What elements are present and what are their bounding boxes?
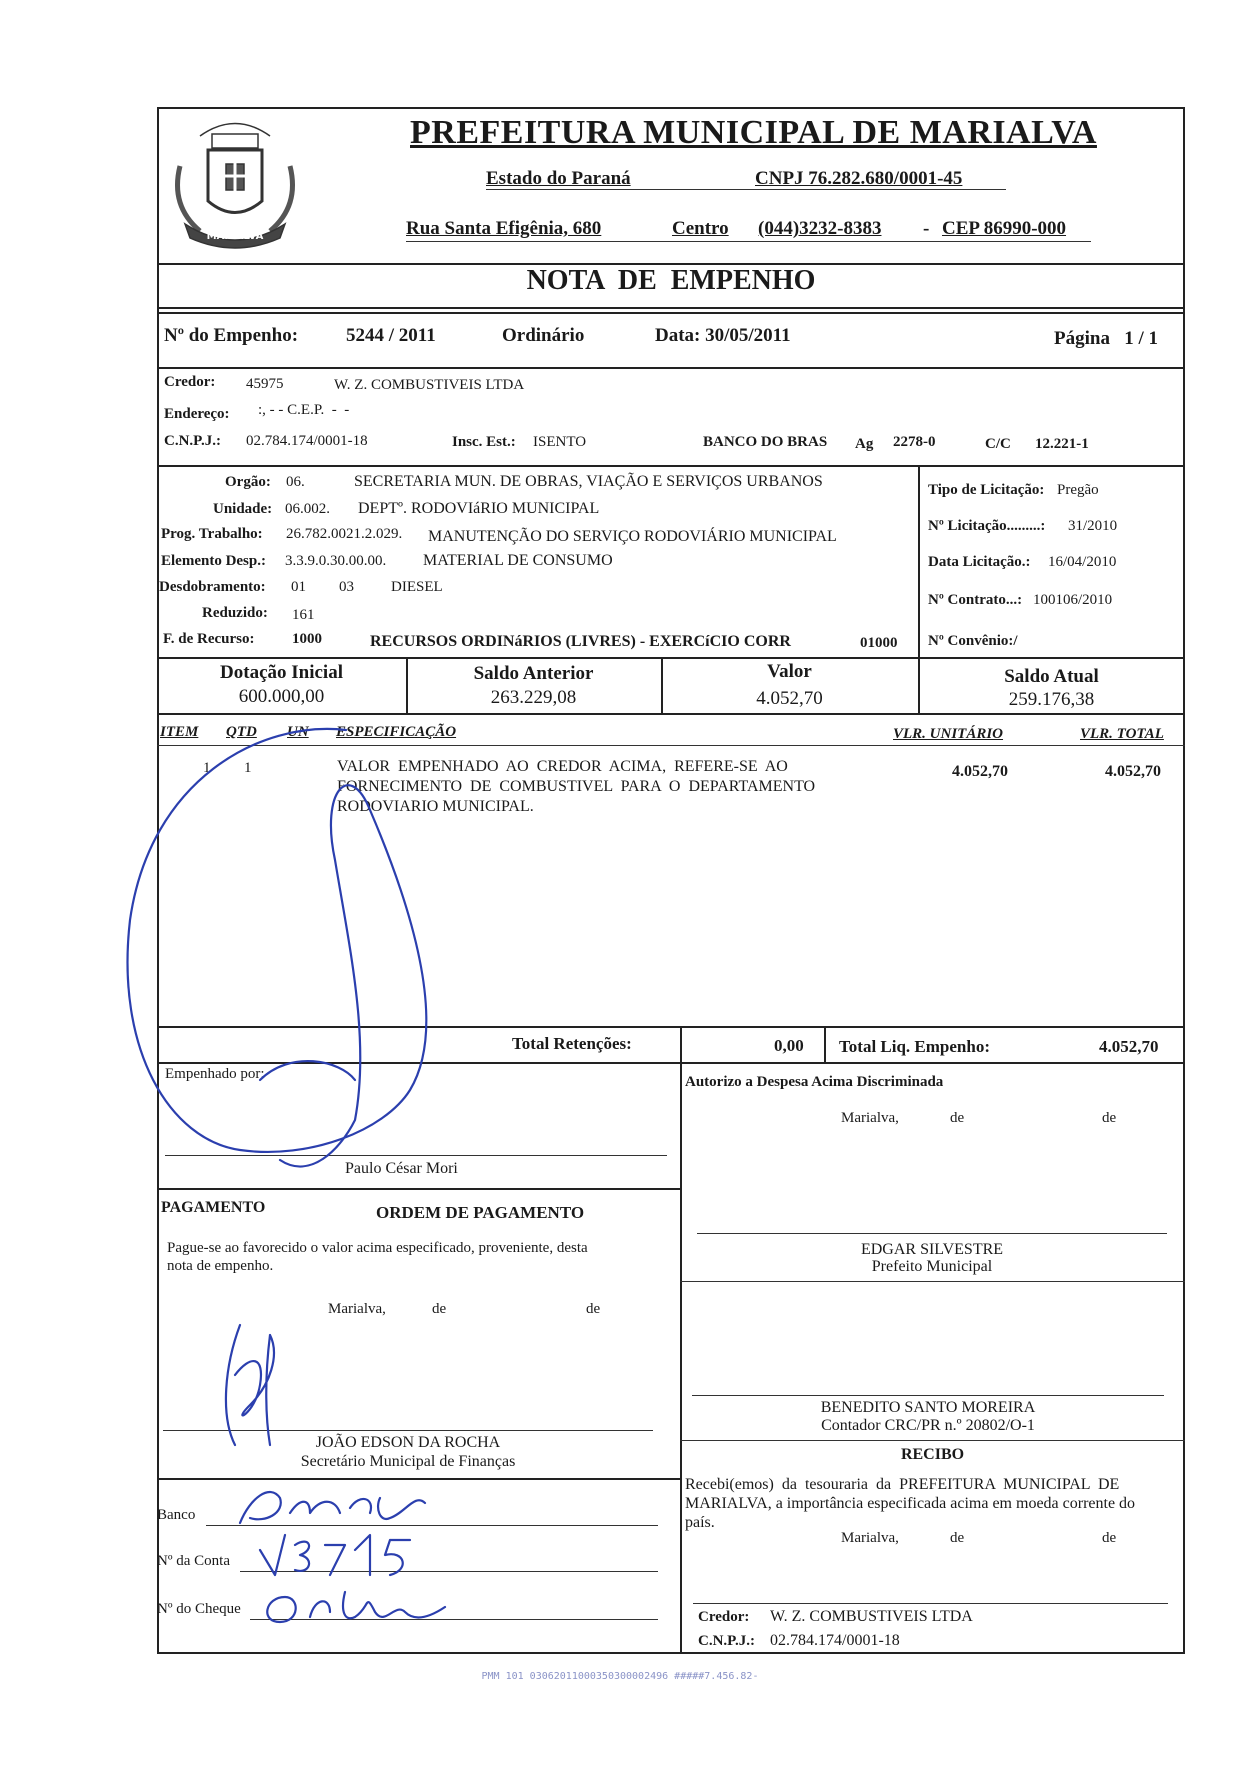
cnpj-value: 02.784.174/0001-18 [246, 433, 368, 449]
empenhado-label: Empenhado por: [165, 1066, 265, 1082]
saldo-atual-label: Saldo Atual [1004, 666, 1099, 687]
prefeito-role: Prefeito Municipal [871, 1258, 993, 1275]
licitacao-type-label: Tipo de Licitação: [928, 482, 1045, 498]
empenhado-name: Paulo César Mori [345, 1160, 458, 1177]
reduzido-value: 161 [292, 607, 315, 623]
row-item: 1 [203, 760, 211, 776]
ordem-text-1: Pague-se ao favorecido o valor acima especificado, proveniente, desta [167, 1240, 588, 1256]
district: Centro [672, 218, 729, 239]
document-title: NOTA DE EMPENHO [526, 265, 816, 296]
state-label: Estado do Paraná [486, 168, 631, 189]
col-item-header: ITEM [160, 724, 199, 740]
licitacao-date-value: 16/04/2010 [1048, 554, 1117, 570]
pagamento-label: PAGAMENTO [161, 1199, 266, 1216]
title-divider [157, 307, 1185, 309]
prog-name: MANUTENÇÃO DO SERVIÇO RODOVIÁRIO MUNICIPAL [428, 528, 837, 545]
recibo-text-1: Recebi(emos) da tesouraria da PREFEITURA MUNICIPAL DE [685, 1476, 1120, 1493]
col-total-header: VLR. TOTAL [1080, 726, 1164, 742]
elemento-name: MATERIAL DE CONSUMO [423, 552, 613, 569]
saldo-anterior-value: 263.229,08 [490, 687, 577, 708]
unidade-name: DEPTº. RODOVIáRIO MUNICIPAL [358, 500, 600, 517]
agency-value: 2278-0 [893, 434, 936, 450]
liquido-value: 4.052,70 [1099, 1037, 1159, 1056]
dotacao-value: 600.000,00 [238, 686, 325, 707]
prefeito-line [697, 1233, 1167, 1234]
row-spec-line-2: FORNECIMENTO DE COMBUSTIVEL PARA O DEPARTAMENTO [337, 778, 816, 795]
desdobramento-name: DIESEL [391, 579, 443, 595]
autorizo-city: Marialva, [841, 1110, 899, 1126]
orgao-name: SECRETARIA MUN. DE OBRAS, VIAÇÃO E SERVIÇOS URBANOS [354, 473, 823, 490]
desdobramento-label: Desdobramento: [159, 579, 266, 595]
fonte-code: 1000 [292, 631, 322, 647]
handwritten-account-entry [255, 1530, 425, 1580]
bank-name: BANCO DO BRAS [703, 434, 828, 450]
row-spec-line-3: RODOVIARIO MUNICIPAL. [337, 798, 534, 815]
col-qtd-header: QTD [226, 724, 257, 740]
handwritten-signature-empenho [110, 720, 460, 1190]
phone: (044)3232-8383 [758, 218, 882, 239]
recibo-de-1: de [950, 1530, 965, 1546]
fonte-num: 01000 [860, 635, 898, 651]
ordem-de-1: de [432, 1301, 447, 1317]
licitacao-type-value: Pregão [1057, 482, 1099, 498]
empenho-date: Data: 30/05/2011 [655, 325, 791, 346]
fonte-name: RECURSOS ORDINáRIOS (LIVRES) - EXERCíCIO CORR [370, 633, 791, 650]
autorizo-de-1: de [950, 1110, 965, 1126]
saldo-anterior-label: Saldo Anterior [473, 663, 594, 684]
insc-value: ISENTO [533, 434, 587, 450]
reduzido-label: Reduzido: [202, 605, 268, 621]
recibo-de-2: de [1102, 1530, 1117, 1546]
saldo-atual-value: 259.176,38 [1008, 689, 1095, 710]
municipal-crest-logo [160, 106, 310, 256]
empenho-type: Ordinário [502, 325, 585, 346]
contrato-label: Nº Contrato...: [928, 592, 1023, 608]
ordem-text-2: nota de empenho. [167, 1258, 274, 1274]
credor-name: W. Z. COMBUSTIVEIS LTDA [334, 377, 525, 393]
street-address: Rua Santa Efigênia, 680 [406, 218, 602, 239]
crest-text: MARIALVA [206, 231, 264, 242]
orcamento-divider [157, 657, 1185, 659]
row-unit-value: 4.052,70 [952, 763, 1008, 780]
contrato-value: 100106/2010 [1033, 592, 1113, 608]
desdobramento-a: 01 [291, 579, 306, 595]
cnpj-header: CNPJ 76.282.680/0001-45 [755, 168, 963, 189]
secretario-name: JOÃO EDSON DA ROCHA [315, 1434, 501, 1451]
agency-label: Ag [855, 436, 874, 452]
recibo-text-3: país. [685, 1514, 715, 1531]
licitacao-num-label: Nº Licitação.........: [928, 518, 1046, 534]
contador-box-bottom [680, 1440, 1185, 1441]
footer-code: PMM 101 03062011000350300002496 #####7.456.82- [481, 1671, 759, 1682]
recibo-sign-line [693, 1603, 1168, 1604]
prog-code: 26.782.0021.2.029. [286, 526, 403, 542]
col-unit-header: VLR. UNITÁRIO [893, 726, 1004, 742]
recibo-credor-value: W. Z. COMBUSTIVEIS LTDA [770, 1608, 973, 1625]
orcamento-split [918, 465, 920, 657]
recibo-cnpj-value: 02.784.174/0001-18 [770, 1632, 900, 1649]
handwritten-signature-secretario [210, 1315, 320, 1455]
page-indicator: Página 1 / 1 [1054, 328, 1158, 349]
recibo-cnpj-label: C.N.P.J.: [698, 1633, 755, 1649]
licitacao-num-value: 31/2010 [1068, 518, 1118, 534]
totals-split-1 [680, 1026, 682, 1062]
insc-label: Insc. Est.: [452, 434, 516, 450]
retencoes-label: Total Retenções: [512, 1034, 632, 1053]
title-divider-2 [157, 312, 1185, 314]
desdobramento-b: 03 [339, 579, 354, 595]
info-divider [157, 367, 1185, 369]
row-total-value: 4.052,70 [1105, 763, 1161, 780]
recibo-text-2: MARIALVA, a importância especificada acima em moeda corrente do [685, 1495, 1136, 1512]
liquido-label: Total Liq. Empenho: [839, 1037, 990, 1056]
credor-label: Credor: [164, 374, 216, 390]
address-underline [406, 241, 1091, 242]
signature-split [680, 1062, 682, 1654]
cnpj-label: C.N.P.J.: [164, 433, 221, 449]
org-title: PREFEITURA MUNICIPAL DE MARIALVA [410, 114, 1097, 151]
account-value: 12.221-1 [1035, 436, 1089, 452]
contador-role: Contador CRC/PR n.º 20802/O-1 [821, 1417, 1035, 1434]
fonte-label: F. de Recurso: [163, 631, 255, 647]
autorizo-label: Autorizo a Despesa Acima Discriminada [685, 1074, 944, 1090]
saldos-divider [157, 713, 1185, 715]
convenio-label: Nº Convênio:/ [928, 633, 1018, 649]
banco-label: Banco [157, 1507, 196, 1523]
prefeito-box-bottom [680, 1281, 1185, 1282]
endereco-label: Endereço: [164, 406, 230, 422]
credor-divider [157, 465, 1185, 467]
elemento-label: Elemento Desp.: [161, 553, 266, 569]
totals-split-2 [824, 1026, 826, 1062]
col-spec-header: ESPECIFICAÇÃO [336, 724, 457, 740]
orgao-code: 06. [286, 474, 305, 490]
elemento-code: 3.3.9.0.30.00.00. [285, 553, 387, 569]
ordem-de-2: de [586, 1301, 601, 1317]
endereco-value: :, - - C.E.P. - - [258, 402, 350, 418]
ordem-label: ORDEM DE PAGAMENTO [376, 1203, 585, 1222]
secretario-role: Secretário Municipal de Finanças [300, 1453, 516, 1470]
unidade-code: 06.002. [285, 501, 330, 517]
prefeito-name: EDGAR SILVESTRE [860, 1241, 1004, 1258]
orgao-label: Orgão: [225, 474, 271, 490]
conta-label: Nº da Conta [157, 1553, 230, 1569]
licitacao-date-label: Data Licitação.: [928, 554, 1031, 570]
cheque-label: Nº do Cheque [157, 1601, 241, 1617]
contador-line [692, 1395, 1164, 1396]
unidade-label: Unidade: [213, 501, 273, 517]
recibo-city: Marialva, [841, 1530, 899, 1546]
row-spec-line-1: VALOR EMPENHADO AO CREDOR ACIMA, REFERE-SE AO [337, 758, 788, 775]
autorizo-de-2: de [1102, 1110, 1117, 1126]
ordem-city: Marialva, [328, 1301, 386, 1317]
recibo-credor-label: Credor: [698, 1609, 750, 1625]
dotacao-label: Dotação Inicial [220, 662, 343, 683]
empenho-number-label: Nº do Empenho: [164, 325, 299, 346]
prog-label: Prog. Trabalho: [161, 526, 263, 542]
valor-value: 4.052,70 [756, 688, 823, 709]
retencoes-value: 0,00 [774, 1036, 804, 1055]
account-label: C/C [985, 436, 1011, 452]
contador-name: BENEDITO SANTO MOREIRA [820, 1399, 1036, 1416]
col-un-header: UN [287, 724, 309, 740]
cep: CEP 86990-000 [942, 218, 1067, 239]
empenho-number: 5244 / 2011 [346, 325, 436, 346]
handwritten-cheque-entry [255, 1582, 455, 1632]
handwritten-bank-entry [210, 1478, 460, 1528]
recibo-title: RECIBO [900, 1446, 965, 1463]
separator: - [923, 218, 930, 239]
row-qtd: 1 [244, 760, 252, 776]
credor-code: 45975 [246, 376, 284, 392]
valor-label: Valor [767, 661, 812, 682]
